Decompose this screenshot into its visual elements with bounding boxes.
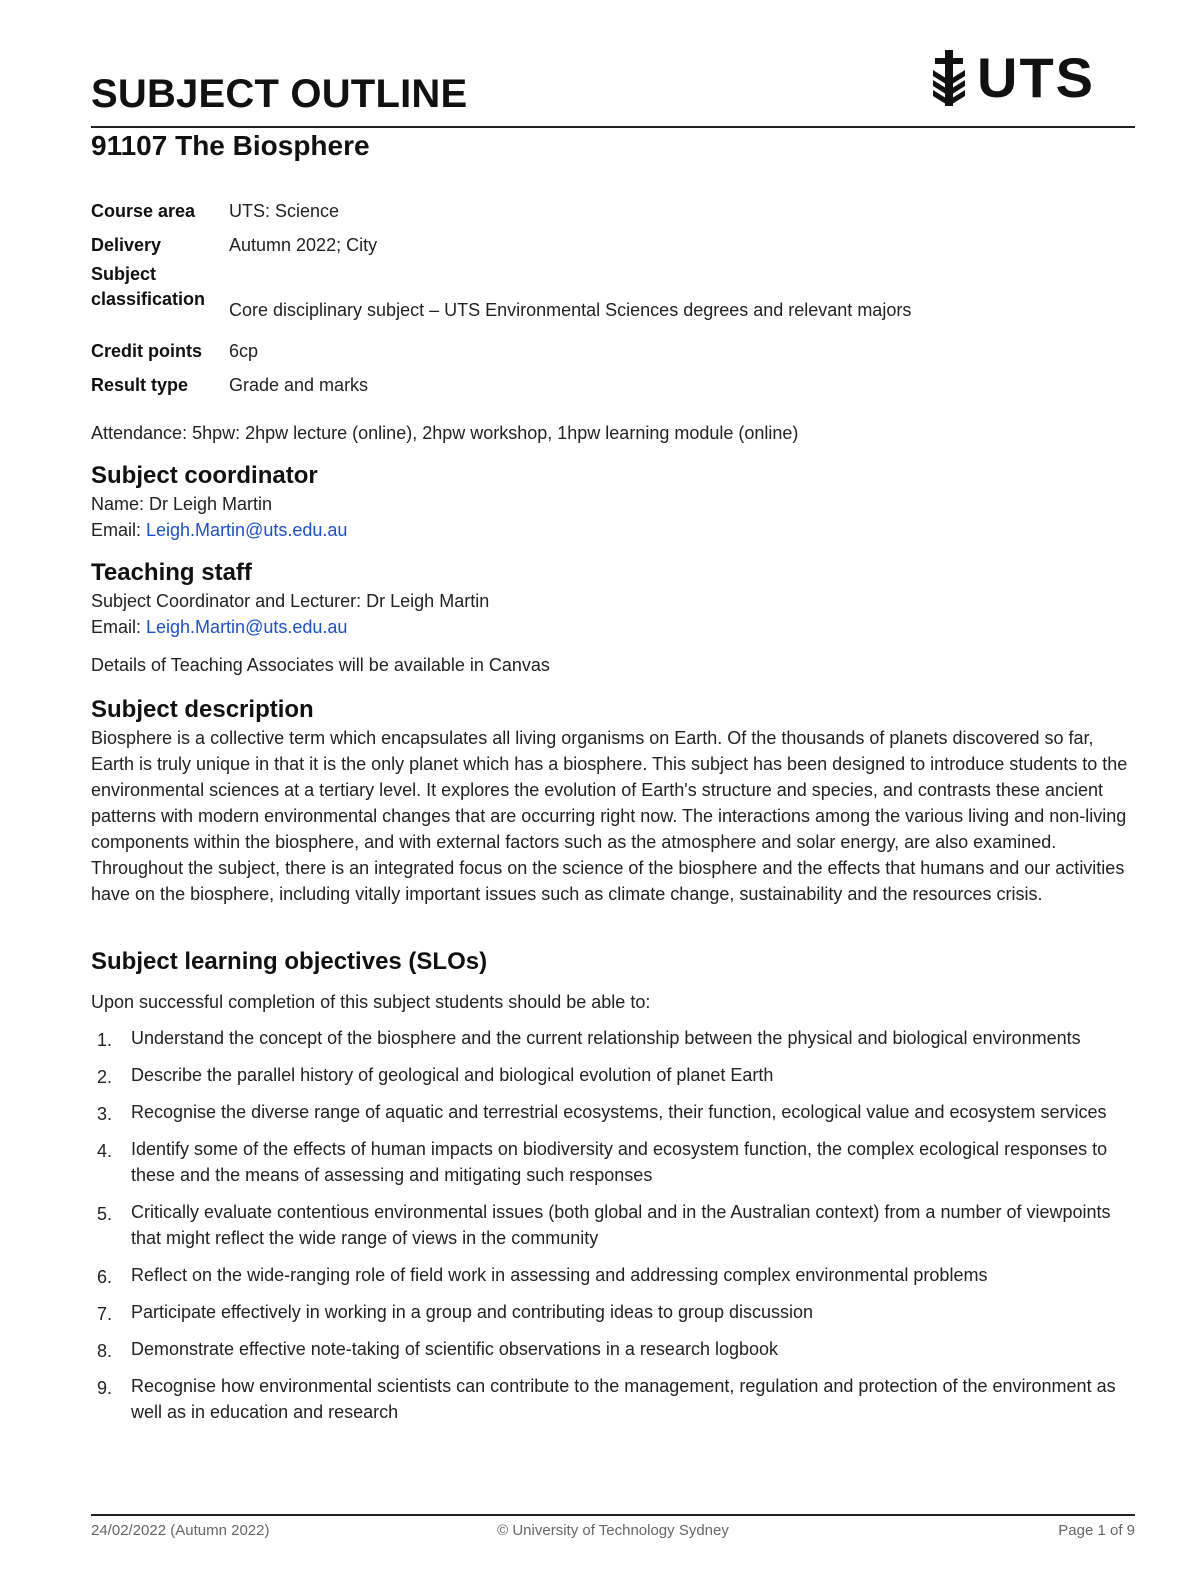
- list-item: [91, 1373, 1135, 1425]
- slo-number: 5.: [97, 1204, 113, 1224]
- attendance-text: Attendance: 5hpw: 2hpw lecture (online), 2hpw workshop, 1hpw learning module (online): [91, 423, 799, 443]
- coordinator-email-link[interactable]: Leigh.Martin@uts.edu.au: [146, 520, 348, 540]
- teaching-staff-email-line: [91, 614, 1135, 640]
- list-item: [91, 1025, 1135, 1051]
- meta-value: 6cp: [229, 340, 259, 361]
- list-item: [91, 1262, 1135, 1288]
- page-footer: [91, 1514, 1135, 1556]
- meta-row-delivery: [91, 228, 991, 262]
- meta-label: Credit points: [91, 340, 202, 361]
- section-heading: Subject description: [91, 696, 314, 723]
- meta-value: Grade and marks: [229, 374, 369, 395]
- list-item: [91, 1136, 1135, 1188]
- meta-label: Result type: [91, 374, 189, 395]
- document-page: [91, 0, 1135, 1590]
- list-item: [91, 1199, 1135, 1251]
- list-item: [91, 1062, 1135, 1088]
- footer-copyright: © University of Technology Sydney: [497, 1522, 729, 1539]
- meta-label: Delivery: [91, 234, 162, 255]
- meta-label: Course area: [91, 200, 196, 221]
- list-item: [91, 1336, 1135, 1362]
- list-item: [91, 1099, 1135, 1125]
- uts-wordmark: UTS: [977, 46, 1095, 109]
- section-heading: Subject learning objectives (SLOs): [91, 948, 488, 975]
- section-learning-objectives: [91, 947, 1135, 1436]
- slo-text: Recognise how environmental scientists can contribute to the management, regulation and protection of the environment as well as in education and research: [131, 1376, 1116, 1422]
- meta-label: Subject classification: [91, 264, 206, 309]
- uts-logo: [929, 48, 1095, 108]
- uts-crest-icon: [929, 50, 969, 106]
- description-text: Biosphere is a collective term which encapsulates all living organisms on Earth. Of the thousands of planets discovered so far, Earth is truly unique in that it is the only planet which has a biosphere. This subject has been designed to introduce students to the environmental sciences at a tertiary level. It explores the evolution of Earth's structure and species, and contrasts these ancient patterns with modern environmental changes that are occurring right now. The interactions among the various living and non-living components within the biosphere, and with external factors such as the atmosphere and solar energy, are also examined. Throughout the subject, there is an integrated focus on the science of the biosphere and the effects that humans and our activities have on the biosphere, including vitally important issues such as climate change, sustainability and the resources crisis.: [91, 728, 1128, 904]
- section-subject-description: [91, 695, 1135, 907]
- meta-row-classification: [91, 262, 991, 334]
- slo-text: Identify some of the effects of human impacts on biodiversity and ecosystem function, the complex ecological responses to these and the means of assessing and mitigating such responses: [131, 1139, 1108, 1185]
- slo-text: Recognise the diverse range of aquatic and terrestrial ecosystems, their function, ecological value and ecosystem services: [131, 1102, 1107, 1122]
- slo-number: 9.: [97, 1378, 113, 1398]
- teaching-staff-role: Subject Coordinator and Lecturer: Dr Leigh Martin: [91, 591, 490, 611]
- footer-date: 24/02/2022 (Autumn 2022): [91, 1522, 270, 1539]
- meta-row-result-type: [91, 368, 991, 402]
- meta-value: UTS: Science: [229, 200, 340, 221]
- meta-row-credit-points: [91, 334, 991, 368]
- section-heading: Teaching staff: [91, 559, 252, 586]
- document-title: SUBJECT OUTLINE: [91, 72, 468, 116]
- subject-meta-table: [91, 194, 991, 402]
- slo-text: Critically evaluate contentious environmental issues (both global and in the Australian context) from a number of viewpoints that might reflect the wide range of views in the community: [131, 1202, 1111, 1248]
- coordinator-name: Name: Dr Leigh Martin: [91, 494, 273, 514]
- list-item: [91, 1299, 1135, 1325]
- slo-number: 6.: [97, 1267, 113, 1287]
- meta-value: Autumn 2022; City: [229, 234, 378, 255]
- slo-text: Demonstrate effective note-taking of scientific observations in a research logbook: [131, 1339, 779, 1359]
- slo-number: 2.: [97, 1067, 113, 1087]
- meta-row-course-area: [91, 194, 991, 228]
- slo-text: Reflect on the wide-ranging role of field work in assessing and addressing complex environmental problems: [131, 1265, 988, 1285]
- slo-intro: Upon successful completion of this subject students should be able to:: [91, 992, 651, 1012]
- teaching-staff-email-link[interactable]: Leigh.Martin@uts.edu.au: [146, 617, 348, 637]
- section-subject-coordinator: [91, 461, 1135, 543]
- subject-title: 91107 The Biosphere: [91, 130, 370, 161]
- slo-text: Participate effectively in working in a group and contributing ideas to group discussion: [131, 1302, 814, 1322]
- email-label: Email:: [91, 520, 147, 540]
- email-label: Email:: [91, 617, 147, 637]
- coordinator-email-line: [91, 517, 1135, 543]
- section-teaching-staff: [91, 558, 1135, 678]
- footer-page-number: Page 1 of 9: [1058, 1522, 1135, 1539]
- section-heading: Subject coordinator: [91, 462, 318, 489]
- slo-number: 3.: [97, 1104, 113, 1124]
- slo-text: Understand the concept of the biosphere and the current relationship between the physical and biological environments: [131, 1028, 1081, 1048]
- teaching-associates-note: Details of Teaching Associates will be available in Canvas: [91, 655, 550, 675]
- slo-number: 4.: [97, 1141, 113, 1161]
- slo-number: 1.: [97, 1030, 113, 1050]
- slo-number: 7.: [97, 1304, 113, 1324]
- slo-list: [91, 1025, 1135, 1425]
- slo-text: Describe the parallel history of geological and biological evolution of planet Earth: [131, 1065, 774, 1085]
- meta-value: Core disciplinary subject – UTS Environmental Sciences degrees and relevant majors: [229, 299, 912, 320]
- page-header: [91, 46, 1135, 128]
- slo-number: 8.: [97, 1341, 113, 1361]
